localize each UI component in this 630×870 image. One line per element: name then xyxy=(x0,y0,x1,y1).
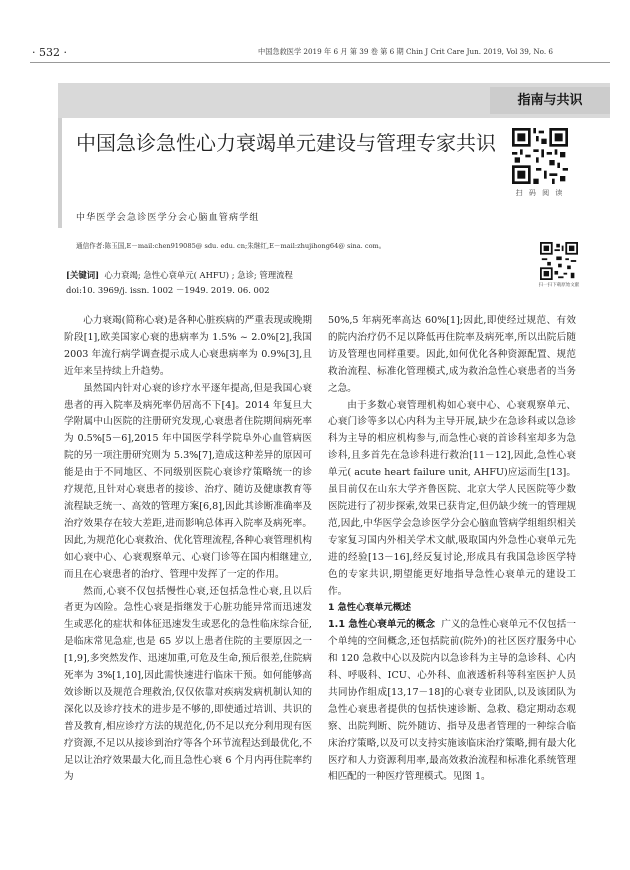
section-heading: 1 急性心衰单元概述 xyxy=(328,602,412,614)
body-column-right xyxy=(328,313,576,786)
section-badge: 指南与共识 xyxy=(490,87,610,114)
subsection-paragraph xyxy=(328,617,576,786)
running-header: 中国急救医学 2019 年 6 月 第 39 卷 第 6 期 Chin J Crit Care Jun. 2019, Vol 39, No. 6 xyxy=(258,47,553,56)
page-number: · 532 · xyxy=(32,46,67,59)
qr-caption-scan: 扫 码 阅 读 xyxy=(515,189,565,197)
article-title: 中国急诊急性心力衰竭单元建设与管理专家共识 xyxy=(76,131,496,155)
paragraph: 虽然国内针对心衰的诊疗水平逐年提高,但是我国心衰患者的再入院率及病死率仍居高不下[4]。2014 年复旦大学附属中山医院的注册研究发现,心衰患者住院期间病死率为 0.5%[5－6],2015 年中国医学科学院阜外心血管病医院的另一项注册研究则为 5.3%[7],造成这种差异的原因可能是由于不同地区、不同级别医院心衰诊疗策略统一的诊疗规范,且针对心衰患者的接诊、治疗、随访及健康教育等流程缺乏统一、高效的管理方案[6,8],因此其诊断准确率及治疗效果存在较大差距,进而影响总体再入院率及病死率。因此,为规范化心衰救治、优化管理流程,各种心衰管理机构如心衰中心、心衰观察单元、心衰门诊等在国内相继建立,而且在心衰患者的治疗、管理中发挥了一定的作用。 xyxy=(64,382,312,580)
keywords-label: [关键词] xyxy=(66,270,100,280)
subsection-label: 1.1 急性心衰单元的概念 xyxy=(328,619,436,631)
paragraph: 由于多数心衰管理机构如心衰中心、心衰观察单元、心衰门诊等多以心内科为主导开展,缺少在急诊科或以急诊科为主导的相应机构参与,而急性心衰的首诊科室却多为急诊科,且多首先在急诊科进行救治[11－12],因此,急性心衰单元( acute heart failure unit, AHFU)应运而生[13]。虽目前仅在山东大学齐鲁医院、北京大学人民医院等少数医院进行了初步探索,效果已获肯定,但仍缺少统一的管理规范,因此,中华医学会急诊医学分会心脑血管病学组组织相关专家复习国内外相关学术文献,吸取国内外急性心衰单元先进的经验[13－16],经反复讨论,形成具有我国急诊医学特色的专家共识,期望能更好地指导急性心衰单元的建设工作。 xyxy=(328,399,576,597)
title-side-bar xyxy=(58,118,62,228)
correspondence-line: 通信作者:陈玉国,E－mail:chen919085@ sdu. edu. cn;朱继红,E－mail:zhujihong64@ sina. com。 xyxy=(76,242,386,250)
qr-caption-download: 扫一扫下载原始文献 xyxy=(538,283,580,288)
keywords-block xyxy=(66,268,293,298)
header-rule xyxy=(30,62,610,63)
doi: doi:10. 3969/j. issn. 1002 －1949. 2019. 06. 002 xyxy=(66,285,270,295)
paragraph: 50%,5 年病死率高达 60%[1];因此,即使经过规范、有效的院内治疗仍不足以降低再住院率及病死率,所以出院后随访及管理也同样重要。因此,如何优化各种资源配置、规范救治流程、标准化管理模式,成为救治急性心衰患者的当务之急。 xyxy=(328,315,576,394)
body-column-left xyxy=(64,313,312,786)
keywords-list: 心力衰竭; 急性心衰单元( AHFU) ; 急诊; 管理流程 xyxy=(104,270,293,280)
qr-code-icon[interactable] xyxy=(512,128,568,184)
paragraph: 心力衰竭(简称心衰)是各种心脏疾病的严重表现或晚期阶段[1],欧美国家心衰的患病率为 1.5% ~ 2.0%[2],我国 2003 年流行病学调查提示成人心衰患病率为 0.9%[3],且近年来呈持续上升趋势。 xyxy=(64,315,312,377)
subsection-text: 广义的急性心衰单元不仅包括一个单纯的空间概念,还包括院前(院外)的社区医疗服务中心和 120 急救中心以及院内以急诊科为主导的急诊科、心内科、呼吸科、ICU、心外科、血液透析科等科室医护人员共同协作组成[13,17－18]的心衰专业团队,以及该团队为急性心衰患者提供的包括快速诊断、急救、稳定期动态观察、出院判断、院外随访、指导及患者管理的一种综合临床治疗策略,以及可以支持实施该临床治疗策略,拥有最大化医疗和人力资源利用率,最高效救治流程和标准化系统管理相匹配的一种医疗管理模式。见图 1。 xyxy=(328,619,576,783)
paragraph: 然而,心衰不仅包括慢性心衰,还包括急性心衰,且以后者更为凶险。急性心衰是指继发于心脏功能异常而迅速发生或恶化的症状和体征迅速发生或恶化的急性临床综合征,是临床常见急症,也是 65 岁以上患者住院的主要原因之一[1,9],多突然发作、迅速加重,可危及生命,预后很差,住院病死率为 3%[1,10],因此需快速进行临床干预。如何能够高效诊断以及规范合理救治,仅仅依靠对疾病发病机制认知的深化以及诊疗技术的进步是不够的,即使通过培训、共识的普及教育,相应诊疗方法的规范化,仍不足以充分利用现有医疗资源,不足以从接诊到治疗等各个环节流程达到最优化,不足以让治疗效果最大化,而且急性心衰 6 个月内再住院率约为 xyxy=(64,585,312,783)
author-organization: 中华医学会急诊医学分会心脑血管病学组 xyxy=(76,213,260,223)
qr-code-download-icon[interactable] xyxy=(540,242,578,280)
